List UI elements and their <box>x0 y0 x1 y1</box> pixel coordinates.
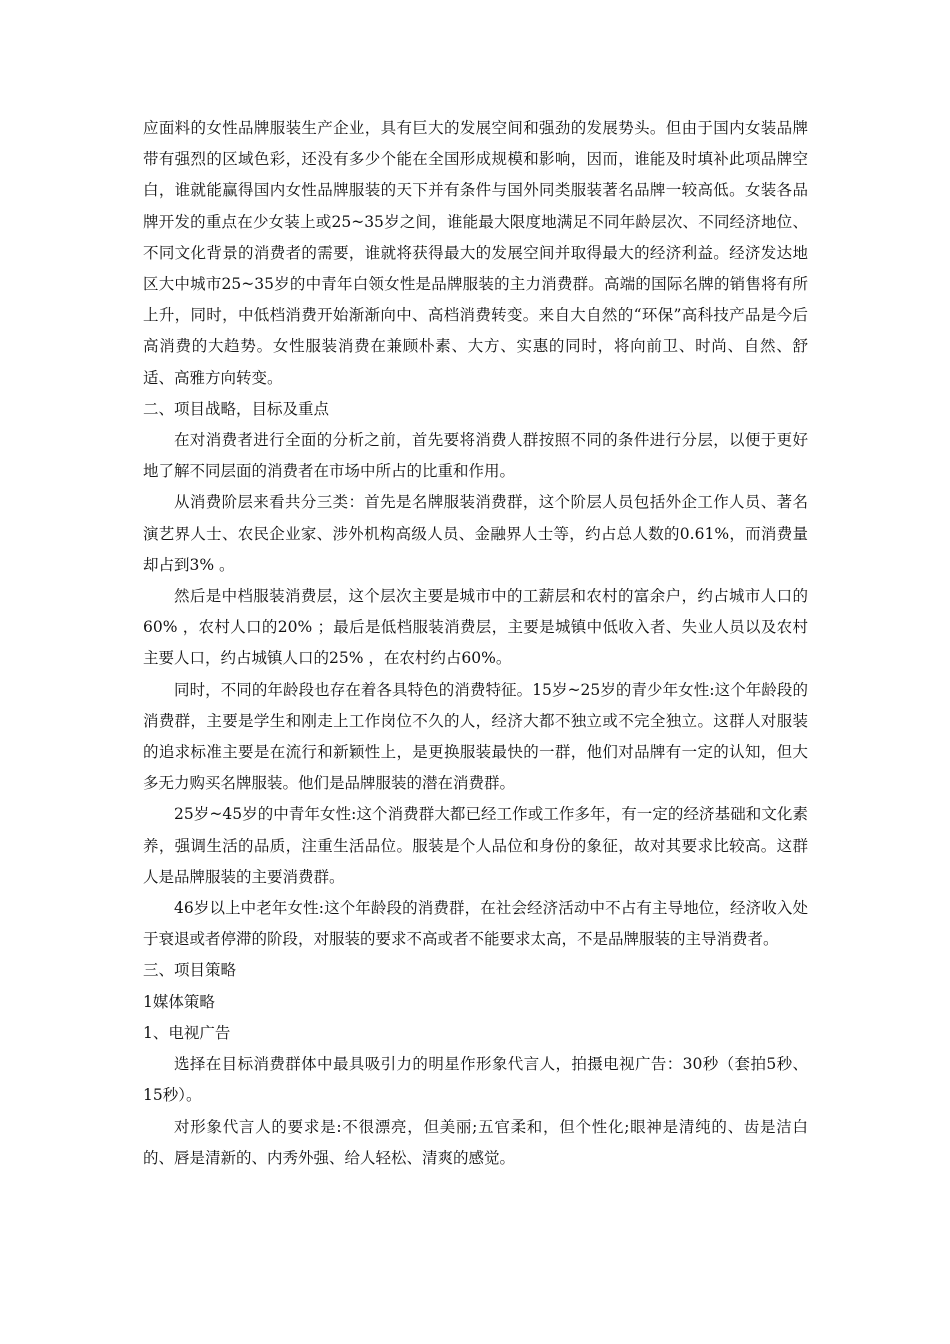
paragraph-consumer-layers: 在对消费者进行全面的分析之前，首先要将消费人群按照不同的条件进行分层，以便于更好地了解不同层面的消费者在市场中所占的比重和作用。 <box>143 431 808 481</box>
paragraph-spokesperson-requirements: 对形象代言人的要求是:不很漂亮，但美丽;五官柔和，但个性化;眼神是清纯的、齿是洁白的、唇是清新的、内秀外强、给人轻松、清爽的感觉。 <box>143 1117 808 1167</box>
section-heading-strategy: 二、项目战略，目标及重点 <box>143 399 330 418</box>
paragraph-spokesperson: 选择在目标消费群体中最具吸引力的明星作形象代言人，拍摄电视广告：30秒（套拍5秒、15秒）。 <box>143 1055 808 1105</box>
paragraph-market-overview: 应面料的女性品牌服装生产企业，具有巨大的发展空间和强劲的发展势头。但由于国内女装品牌带有强烈的区域色彩，还没有多少个能在全国形成规模和影响，因而，谁能及时填补此项品牌空白，谁就能赢得国内女性品牌服装的天下并有条件与国外同类服装著名品牌一较高低。女装各品牌开发的重点在少女装上或25~35岁之间，谁能最大限度地满足不同年龄层次、不同经济地位、不同文化背景的消费者的需要，谁就将获得最大的发展空间并取得最大的经济利益。经济发达地区大中城市25~35岁的中青年白领女性是品牌服装的主力消费群。高端的国际名牌的销售将有所上升，同时，中低档消费开始渐渐向中、高档消费转变。来自大自然的“环保”高科技产品是今后高消费的大趋势。女性服装消费在兼顾朴素、大方、实惠的同时，将向前卫、时尚、自然、舒适、高雅方向转变。 <box>143 119 808 387</box>
paragraph-adult-consumers: 25岁~45岁的中青年女性:这个消费群大都已经工作或工作多年，有一定的经济基础和文化素养，强调生活的品质，注重生活品位。服装是个人品位和身份的象征，故对其要求比较高。这群人是品牌服装的主要消费群。 <box>143 805 808 886</box>
section-heading-tactics: 三、项目策略 <box>143 961 237 980</box>
subheading-tv-ads: 1、电视广告 <box>143 1023 231 1042</box>
paragraph-mid-low-consumers: 然后是中档服装消费层，这个层次主要是城市中的工薪层和农村的富余户，约占城市人口的60% ，农村人口的20% ；最后是低档服装消费层，主要是城镇中低收入者、失业人员以及农村主要人口，约占城镇人口的25% ，在农村约占60%。 <box>143 587 808 668</box>
paragraph-youth-consumers: 同时，不同的年龄段也存在着各具特色的消费特征。15岁~25岁的青少年女性:这个年龄段的消费群，主要是学生和刚走上工作岗位不久的人，经济大都不独立或不完全独立。这群人对服装的追求标准主要是在流行和新颖性上，是更换服装最快的一群，他们对品牌有一定的认知，但大多无力购买名牌服装。他们是品牌服装的潜在消费群。 <box>143 680 808 793</box>
subheading-media-strategy: 1媒体策略 <box>143 992 215 1011</box>
paragraph-brand-consumers: 从消费阶层来看共分三类：首先是名牌服装消费群，这个阶层人员包括外企工作人员、著名演艺界人士、农民企业家、涉外机构高级人员、金融界人士等，约占总人数的0.61%，而消费量却占到3% 。 <box>143 493 808 574</box>
document-page <box>143 113 808 1174</box>
paragraph-senior-consumers: 46岁以上中老年女性:这个年龄段的消费群，在社会经济活动中不占有主导地位，经济收入处于衰退或者停滞的阶段，对服装的要求不高或者不能要求太高，不是品牌服装的主导消费者。 <box>143 899 808 949</box>
